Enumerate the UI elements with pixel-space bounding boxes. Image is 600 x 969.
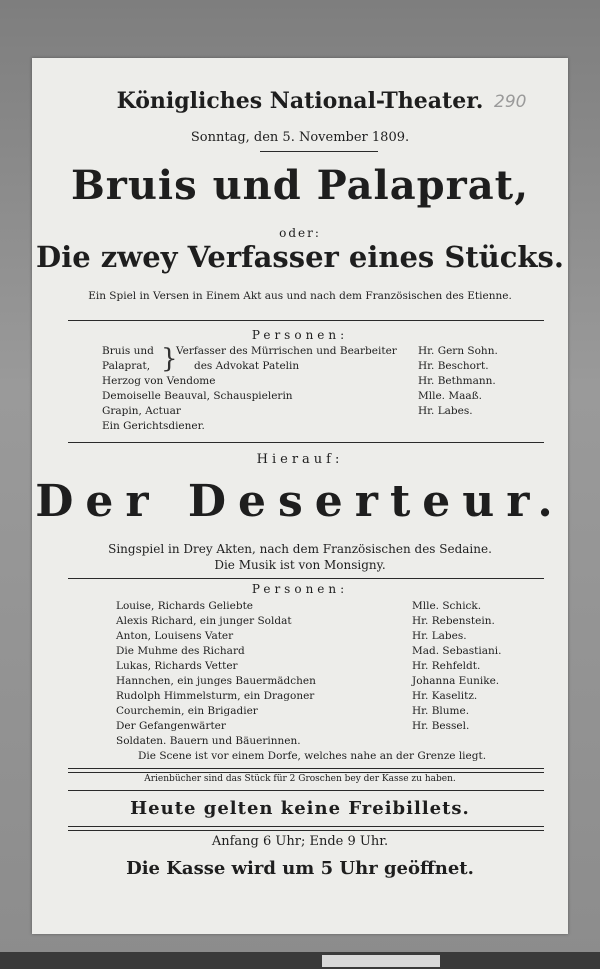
- play1-cast-role: Ein Gerichtsdiener.: [102, 420, 205, 432]
- playbill-sheet: [32, 58, 568, 934]
- divider: [68, 768, 544, 773]
- play2-cast-actor: Johanna Eunike.: [412, 675, 500, 687]
- date-underline: [260, 151, 378, 152]
- play1-cast-role: Palaprat,: [102, 360, 151, 372]
- play2-cast-actor: Hr. Labes.: [412, 630, 467, 642]
- play1-cast-actor: Hr. Beschort.: [418, 360, 489, 372]
- play1-subtitle: Die zwey Verfasser eines Stücks.: [36, 240, 564, 274]
- play1-cast-role: Demoiselle Beauval, Schauspielerin: [102, 390, 293, 402]
- theatre-name: Königliches National-Theater.: [116, 88, 484, 114]
- performance-date: Sonntag, den 5. November 1809.: [190, 130, 410, 145]
- divider: [68, 826, 544, 831]
- play1-cast-actor: Hr. Labes.: [418, 405, 473, 417]
- play2-cast-role: Die Muhme des Richard: [116, 645, 245, 657]
- play2-cast-role: Courchemin, ein Brigadier: [116, 705, 258, 717]
- divider: [68, 790, 544, 791]
- play1-brace-note: des Advokat Patelin: [194, 360, 300, 372]
- play2-cast-actor: Hr. Rehfeldt.: [412, 660, 481, 672]
- play1-oder: oder:: [279, 226, 321, 240]
- scan-tab: [322, 955, 440, 967]
- play2-description: Singspiel in Drey Akten, nach dem Französischen des Sedaine.: [108, 542, 492, 556]
- play2-cast-role: Der Gefangenwärter: [116, 720, 226, 732]
- divider: [68, 442, 544, 443]
- play2-cast-actor: Hr. Rebenstein.: [412, 615, 495, 627]
- box-office-notice: Die Kasse wird um 5 Uhr geöffnet.: [126, 858, 474, 879]
- play2-cast-role: Soldaten. Bauern und Bäuerinnen.: [116, 735, 301, 747]
- play2-cast-role: Anton, Louisens Vater: [116, 630, 234, 642]
- play1-cast-role: Bruis und: [102, 345, 154, 357]
- play2-title: Der Deserteur.: [35, 476, 565, 527]
- play2-hierauf: Hierauf:: [256, 452, 344, 467]
- brace-icon: }: [161, 344, 178, 374]
- arien-notice: Arienbücher sind das Stück für 2 Groschen bey der Kasse zu haben.: [144, 774, 456, 784]
- play2-personen-heading: Personen:: [251, 582, 349, 596]
- play1-personen-heading: Personen:: [251, 328, 349, 342]
- play2-scene: Die Scene ist vor einem Dorfe, welches nahe an der Grenze liegt.: [138, 750, 487, 762]
- play2-cast-role: Alexis Richard, ein junger Soldat: [116, 615, 292, 627]
- play1-cast-actor: Mlle. Maaß.: [418, 390, 482, 402]
- archive-number: 290: [494, 92, 527, 112]
- play1-title: Bruis und Palaprat,: [70, 162, 530, 209]
- play1-description: Ein Spiel in Versen in Einem Akt aus und nach dem Französischen des Etienne.: [88, 290, 512, 302]
- play2-cast-actor: Mlle. Schick.: [412, 600, 482, 612]
- play2-cast-role: Rudolph Himmelsturm, ein Dragoner: [116, 690, 315, 702]
- play2-cast-actor: Hr. Kaselitz.: [412, 690, 478, 702]
- play1-cast-role: Grapin, Actuar: [102, 405, 181, 417]
- play1-brace-note: Verfasser des Mürrischen und Bearbeiter: [176, 345, 397, 357]
- play2-music: Die Musik ist von Monsigny.: [214, 558, 386, 572]
- play2-cast-actor: Mad. Sebastiani.: [412, 645, 502, 657]
- play2-cast-role: Hannchen, ein junges Bauermädchen: [116, 675, 316, 687]
- play2-cast-actor: Hr. Blume.: [412, 705, 470, 717]
- play2-cast-role: Louise, Richards Geliebte: [116, 600, 254, 612]
- divider: [68, 578, 544, 579]
- divider: [68, 320, 544, 321]
- play1-cast-actor: Hr. Gern Sohn.: [418, 345, 498, 357]
- start-end-time: Anfang 6 Uhr; Ende 9 Uhr.: [211, 834, 389, 849]
- play1-cast-actor: Hr. Bethmann.: [418, 375, 496, 387]
- play2-cast-actor: Hr. Bessel.: [412, 720, 470, 732]
- play2-cast-role: Lukas, Richards Vetter: [116, 660, 238, 672]
- freibillets-notice: Heute gelten keine Freibillets.: [130, 798, 470, 819]
- play1-cast-role: Herzog von Vendome: [102, 375, 216, 387]
- scan-bottom-edge: [0, 952, 600, 969]
